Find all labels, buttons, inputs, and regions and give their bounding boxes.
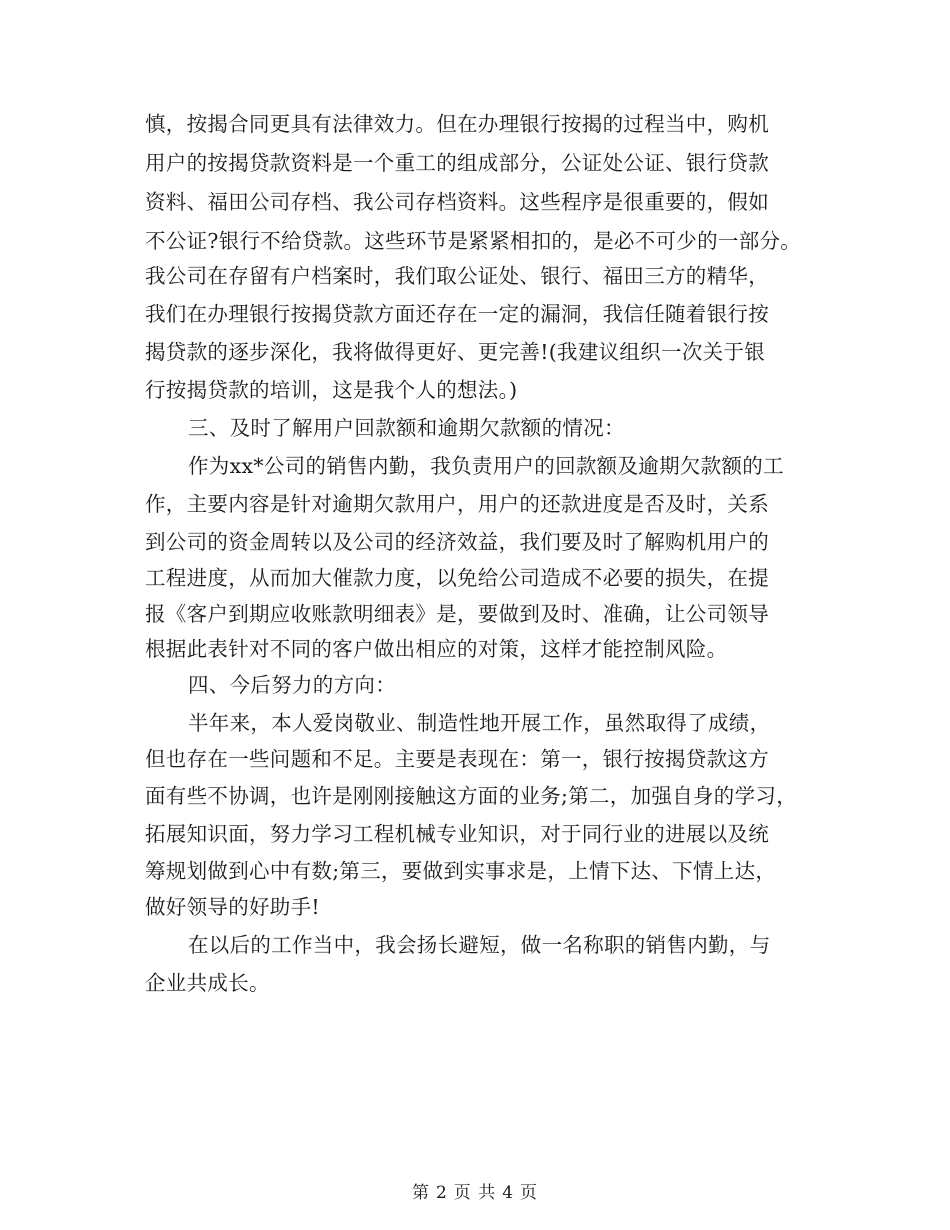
body-line: 作为xx*公司的销售内勤，我负责用户的回款额及逾期欠款额的工 (188, 454, 784, 478)
body-line: 慎，按揭合同更具有法律效力。但在办理银行按揭的过程当中，购机 (145, 112, 769, 136)
page-footer (0, 1178, 950, 1203)
body-line: 揭贷款的逐步深化，我将做得更好、更完善!(我建议组织一次关于银 (145, 340, 766, 364)
page-label-suffix: 页 (520, 1183, 539, 1203)
body-line: 行按揭贷款的培训，这是我个人的想法。) (145, 378, 518, 402)
body-line: 筹规划做到心中有数;第三，要做到实事求是，上情下达、下情上达， (145, 859, 777, 883)
page-label-prefix: 第 (411, 1183, 430, 1203)
body-line: 根据此表针对不同的客户做出相应的对策，这样才能控制风险。 (145, 637, 728, 661)
body-line: 面有些不协调，也许是刚刚接触这方面的业务;第二，加强自身的学习， (145, 784, 798, 808)
page-label-mid: 页 共 (453, 1183, 497, 1203)
body-line: 做好领导的好助手! (145, 895, 320, 919)
body-line: 到公司的资金周转以及公司的经济效益，我们要及时了解购机用户的 (145, 530, 769, 554)
body-line: 但也存在一些问题和不足。主要是表现在：第一，银行按揭贷款这方 (145, 747, 769, 771)
page-number: 2 (435, 1183, 448, 1203)
total-pages: 4 (502, 1183, 515, 1203)
body-line: 我们在办理银行按揭贷款方面还存在一定的漏洞，我信任随着银行按 (145, 302, 769, 326)
body-line: 不公证?银行不给贷款。这些环节是紧紧相扣的，是必不可少的一部分。 (145, 229, 802, 253)
section-heading: 四、今后努力的方向： (188, 673, 396, 697)
body-line: 我公司在存留有户档案时，我们取公证处、银行、福田三方的精华， (145, 264, 769, 288)
body-line: 在以后的工作当中，我会扬长避短，做一名称职的销售内勤，与 (188, 933, 771, 957)
body-line: 拓展知识面，努力学习工程机械专业知识，对于同行业的进展以及统 (145, 822, 769, 846)
body-line: 企业共成长。 (145, 971, 270, 995)
body-line: 用户的按揭贷款资料是一个重工的组成部分，公证处公证、银行贷款 (145, 151, 769, 175)
body-line: 报《客户到期应收账款明细表》是，要做到及时、准确，让公司领导 (145, 602, 769, 626)
body-line: 工程进度，从而加大催款力度，以免给公司造成不必要的损失，在提 (145, 566, 769, 590)
body-line: 作，主要内容是针对逾期欠款用户，用户的还款进度是否及时，关系 (145, 492, 769, 516)
body-line: 半年来，本人爱岗敬业、制造性地开展工作，虽然取得了成绩， (188, 711, 771, 735)
section-heading: 三、及时了解用户回款额和逾期欠款额的情况： (188, 416, 625, 440)
body-line: 资料、福田公司存档、我公司存档资料。这些程序是很重要的，假如 (145, 190, 769, 214)
